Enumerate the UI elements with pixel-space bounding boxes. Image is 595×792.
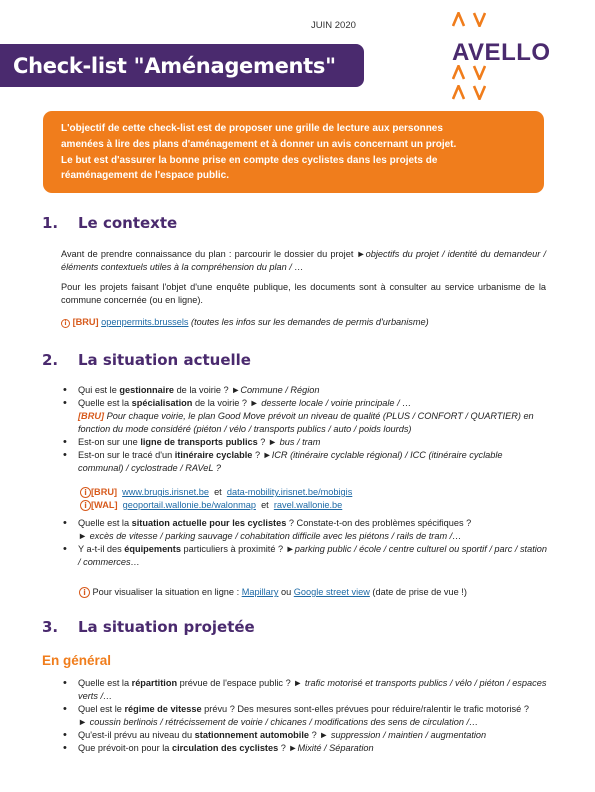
list-item: • Y a-t-il des équipements particuliers à proximité ? ►parking public / école / centre culturel ou sportif / parc / station / commerces…: [63, 543, 548, 569]
list-item-sub: ► excès de vitesse / parking sauvage / cohabitation difficile avec les piétons / rails de tram /…: [78, 531, 462, 542]
bru-resource-links: [80, 486, 352, 499]
brugis-link[interactable]: www.brugis.irisnet.be: [122, 487, 209, 497]
context-paragraph-2: Pour les projets faisant l'objet d'une enquête publique, les documents sont à consulter au service urbanisme de la commune concernée (ou en ligne).: [61, 282, 546, 306]
section-title: La situation projetée: [78, 618, 255, 636]
info-circle-icon: i: [61, 319, 70, 328]
region-tag: [BRU]: [72, 317, 99, 327]
list-item: • Quelle est la répartition prévue de l'espace public ? ► trafic motorisé et transports publics / vélo / piéton / espaces verts /…: [63, 677, 548, 703]
current-situation-list: [63, 384, 548, 475]
arrow-icon: ►: [78, 531, 88, 542]
list-item: • Quelle est la situation actuelle pour les cyclistes ? Constate-t-on des problèmes spécifiques ? ► excès de vitesse / parking sauvage / cohabitation difficile avec les piétons / rails de tram /…: [63, 517, 548, 543]
openpermits-link[interactable]: openpermits.brussels: [101, 317, 189, 327]
intro-line: Le but est d'assurer la bonne prise en compte des cyclistes dans les projets de: [61, 154, 438, 166]
section-title: Le contexte: [78, 214, 178, 232]
wal-resource-links: [80, 499, 342, 512]
info-circle-icon: i: [80, 500, 91, 511]
arrow-icon: ►: [285, 544, 295, 555]
walonmap-link[interactable]: geoportail.wallonie.be/walonmap: [122, 500, 256, 510]
mapillary-link[interactable]: Mapillary: [241, 587, 279, 597]
list-item: • Qu'est-il prévu au niveau du stationnement automobile ? ► suppression / maintien / augmentation: [63, 729, 548, 742]
list-item: • Que prévoit-on pour la circulation des cyclistes ? ►Mixité / Séparation: [63, 742, 548, 755]
intro-box: [43, 111, 544, 193]
logo-chevron-icon: [452, 85, 486, 100]
info-circle-icon: i: [80, 487, 91, 498]
current-situation-list-2: [63, 517, 548, 569]
arrow-icon: ►: [319, 730, 329, 741]
document-date: JUIN 2020: [311, 20, 356, 31]
region-tag: [WAL]: [91, 500, 118, 510]
section-heading-situation-actuelle: [42, 350, 251, 371]
list-item: • Est-on sur une ligne de transports publics ? ► bus / tram: [63, 436, 548, 449]
intro-line: amenées à lire des plans d'aménagement et à donner un avis concernant un projet.: [61, 138, 457, 150]
arrow-icon: ►: [293, 678, 303, 688]
and-text: et: [261, 500, 269, 510]
title-banner: [0, 44, 364, 87]
logo-chevron-icon: [452, 12, 486, 27]
section-heading-situation-projetee: [42, 617, 255, 638]
logo-chevron-icon: [452, 65, 486, 80]
section-heading-contexte: [42, 213, 177, 234]
arrow-icon: ►: [267, 437, 278, 448]
arrow-icon: ►: [78, 717, 88, 728]
section-title: La situation actuelle: [78, 351, 251, 369]
arrow-icon: ►: [356, 249, 366, 259]
arrow-icon: ►: [249, 398, 259, 409]
google-street-view-link[interactable]: Google street view: [293, 587, 370, 597]
and-text: et: [214, 487, 222, 497]
info-circle-icon: i: [79, 587, 90, 598]
region-tag: [BRU]: [91, 487, 118, 497]
paragraph-italic: objectifs du projet / identité du demandeur / éléments contextuels utiles à la compréhension du plan / …: [61, 249, 546, 273]
paragraph-text: Avant de prendre connaissance du plan : parcourir le dossier du projet: [61, 249, 357, 259]
visualize-online-line: i Pour visualiser la situation en ligne : Mapillary ou Google street view (date de prise de vue !): [79, 586, 467, 599]
avello-logo: [450, 12, 550, 104]
projected-situation-list: [63, 677, 548, 755]
section-number: 1.: [42, 214, 59, 232]
logo-wordmark: AVELLO: [452, 39, 551, 66]
link-note: (toutes les infos sur les demandes de permis d'urbanisme): [191, 317, 429, 327]
ravel-link[interactable]: ravel.wallonie.be: [273, 500, 343, 510]
context-bru-resource: [61, 316, 546, 329]
intro-line: réaménagement de l'espace public.: [61, 170, 229, 182]
arrow-icon: ►: [288, 743, 298, 754]
section-number: 3.: [42, 618, 59, 636]
arrow-icon: ►: [231, 385, 241, 395]
list-item: • Quel est le régime de vitesse prévu ? Des mesures sont-elles prévues pour réduire/ralentir le trafic motorisé ? ► coussin berlinois / rétrécissement de voirie / chicanes / modifications des sens de circulation /…: [63, 703, 548, 729]
arrow-icon: ►: [262, 450, 272, 461]
list-item: • Est-on sur le tracé d'un itinéraire cyclable ? ►ICR (itinéraire cyclable régional) / ICC (itinéraire cyclable communal) / cyclostrade / RAVeL ?: [63, 449, 548, 475]
intro-line: L'objectif de cette check-list est de proposer une grille de lecture aux personnes: [61, 123, 443, 134]
page-title: Check-list "Aménagements": [13, 54, 336, 78]
section-number: 2.: [42, 351, 59, 369]
context-paragraph-1: [61, 248, 546, 274]
list-item: • Qui est le gestionnaire de la voirie ? ►Commune / Région: [63, 384, 548, 397]
list-item-sub: ► coussin berlinois / rétrécissement de voirie / chicanes / modifications des sens de circulation /…: [78, 717, 479, 728]
mobigis-link[interactable]: data-mobility.irisnet.be/mobigis: [226, 487, 353, 497]
goodmove-note: [BRU] Pour chaque voirie, le plan Good Move prévoit un niveau de qualité (PLUS / CONFORT / QUARTIER) en fonction du mode considéré (piéton / vélo / transports publics / auto / poids lourds): [78, 411, 534, 435]
subsection-heading-en-general: En général: [42, 653, 112, 668]
list-item: • Quelle est la spécialisation de la voirie ? ► desserte locale / voirie principale / … [BRU] Pour chaque voirie, le plan Good Move prévoit un niveau de qualité (PLUS / CONFORT / QUARTIER) en fonction du mode considéré (piéton / vélo / transports publics / auto / poids lourds): [63, 397, 548, 436]
